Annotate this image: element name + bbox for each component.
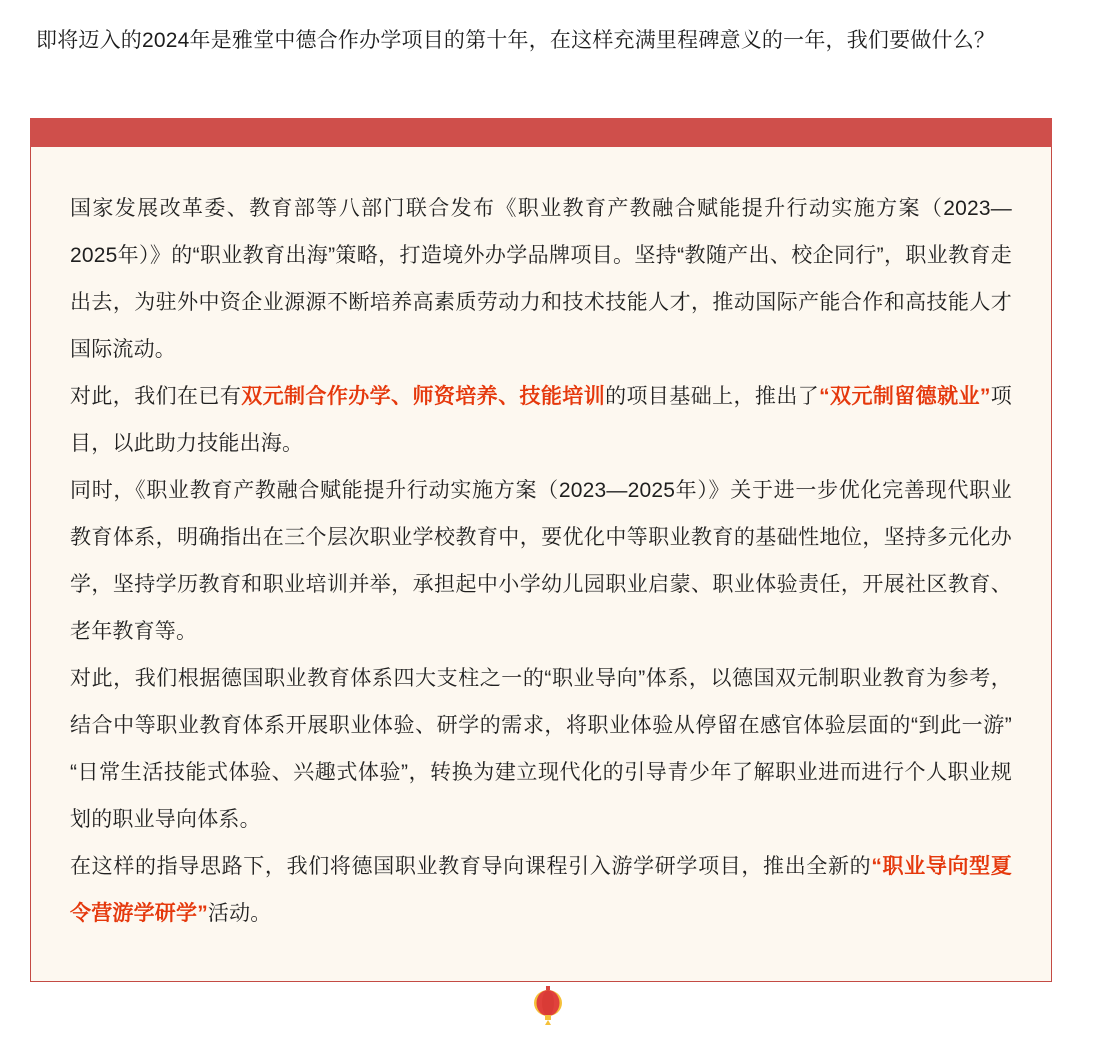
body-text: 对此，我们根据德国职业教育体系四大支柱之一的“职业导向”体系，以德国双元制职业教育为参考，结合中等职业教育体系开展职业体验、研学的需求，将职业体验从停留在感官体验层面的“到此一游”“日常生活技能式体验、兴趣式体验”，转换为建立现代化的引导青少年了解职业进而进行个人职业规划的职业导向体系。 [70, 667, 1012, 831]
emphasis-text: “双元制留德就业” [819, 385, 991, 408]
intro-paragraph: 即将迈入的2024年是雅堂中德合作办学项目的第十年，在这样充满里程碑意义的一年，我们要做什么？ [36, 29, 996, 52]
body-text: 的项目基础上，推出了 [605, 385, 820, 408]
callout-accent-bar [30, 118, 1052, 147]
callout-paragraph-5 [70, 843, 1012, 937]
callout-paragraph-3 [70, 467, 1012, 655]
emphasis-text: “职业导向型夏令营游学研学” [70, 855, 1012, 925]
body-text: 活动。 [207, 902, 272, 925]
body-text: 对此，我们在已有 [70, 385, 242, 408]
emphasis-text: 双元制合作办学、师资培养、技能培训 [241, 385, 606, 408]
red-lantern-icon [531, 985, 565, 1031]
callout-paragraph-4 [70, 655, 1012, 843]
footer-decoration [0, 985, 1095, 1031]
body-text: 国家发展改革委、教育部等八部门联合发布《职业教育产教融合赋能提升行动实施方案（2023—2025年）》的“职业教育出海”策略，打造境外办学品牌项目。坚持“教随产出、校企同行”，职业教育走出去，为驻外中资企业源源不断培养高素质劳动力和技术技能人才，推动国际产能合作和高技能人才国际流动。 [70, 197, 1012, 361]
callout-paragraph-2 [70, 373, 1012, 467]
body-text: 同时，《职业教育产教融合赋能提升行动实施方案（2023—2025年）》关于进一步优化完善现代职业教育体系，明确指出在三个层次职业学校教育中，要优化中等职业教育的基础性地位，坚持多元化办学，坚持学历教育和职业培训并举，承担起中小学幼儿园职业启蒙、职业体验责任，开展社区教育、老年教育等。 [70, 479, 1012, 643]
callout-paragraph-1 [70, 185, 1012, 373]
callout-body [31, 147, 1051, 981]
body-text: 在这样的指导思路下，我们将德国职业教育导向课程引入游学研学项目，推出全新的 [70, 855, 872, 878]
body-text: 项目，以此助力技能出海。 [70, 385, 1012, 455]
highlight-callout-box [30, 118, 1052, 982]
